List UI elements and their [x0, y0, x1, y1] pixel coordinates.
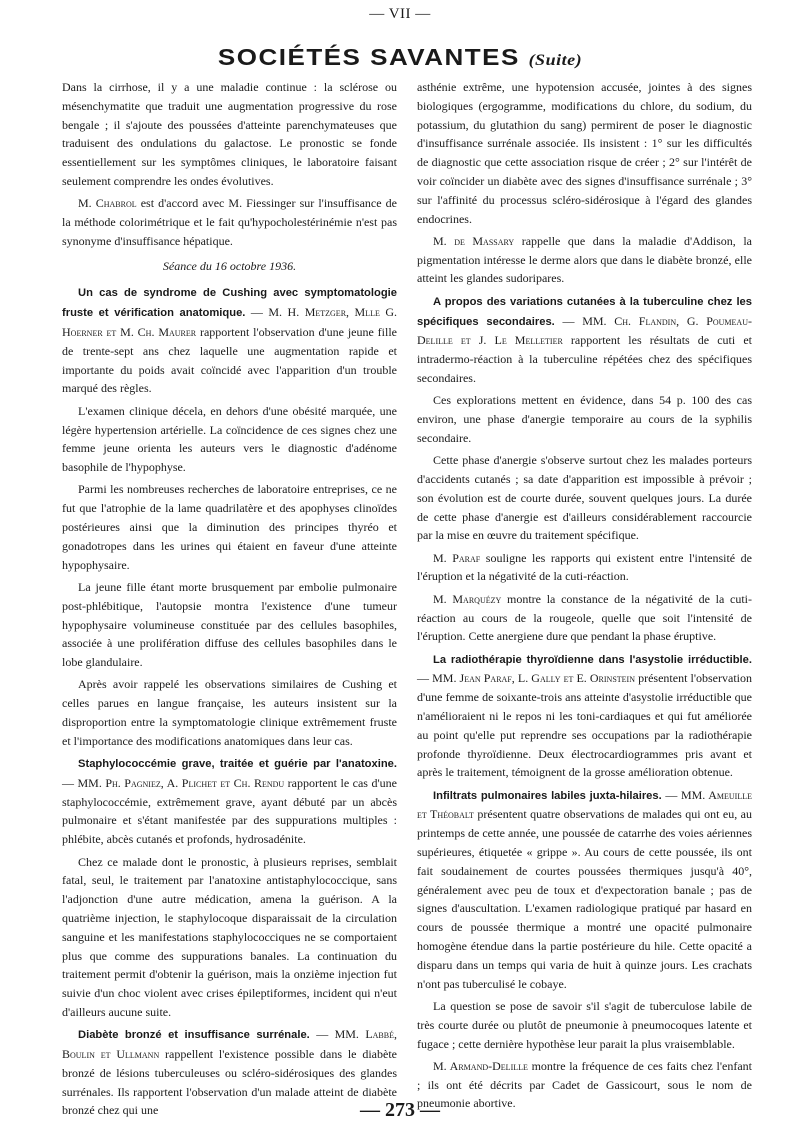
- article-authors: — MM. Ch. Flandin, G. Poumeau-Delille et J. Le Melletier: [417, 313, 752, 348]
- page-title: [0, 43, 800, 71]
- article-text: présentent l'observation d'une femme de soixante-trois ans atteinte d'asystolie irréductible que n'amélioraient ni le repos ni les toni-cardiaques et qui fut améliorée au point qu'elle put reprendre ses occupations par la radiothérapie profonde thyroïdienne. Deux électrocardiogrammes pris avant et après le traitement, témoignent de la grosse amélioration obtenue.: [417, 671, 752, 780]
- article-authors: — MM. Ameuille et Théobalt: [417, 787, 752, 822]
- paragraph-explorations: Ces explorations mettent en évidence, dans 54 p. 100 des cas environ, une phase d'anergie temporaire au cours de la syphilis secondaire.: [417, 393, 752, 445]
- article-text: rapportent le cas d'une staphylococcémie, extrêmement grave, ayant débuté par un abcès pulmonaire et s'étant manifestée par des suppurations multiples : phlébite, abcès cutanés et profonds, hydrosadénite.: [62, 775, 397, 847]
- paragraph-text: rappelle que dans la maladie d'Addison, la pigmentation intéresse le derme alors que dans le diabète bronzé, elle atteint les glandes sudoripares.: [417, 233, 752, 286]
- paragraph-text: souligne les rapports qui existent entre l'intensité de l'éruption et la négativité de la cuti-réaction.: [417, 550, 753, 584]
- article-staphylococcemie: [62, 754, 397, 849]
- article-heading: Infiltrats pulmonaires labiles juxta-hilaires.: [433, 789, 662, 802]
- article-heading: La radiothérapie thyroïdienne dans l'asystolie irréductible.: [433, 653, 752, 666]
- article-text: rappellent l'existence possible dans le diabète bronzé de lésions tuberculeuses ou scléro-sidérosiques des glandes surrénales. Ils rapportent l'observation d'un malade atteint de diabète bronzé chez qui une: [62, 1047, 397, 1118]
- article-authors: — MM. Jean Paraf, L. Gally et E. Orinstein: [417, 671, 635, 686]
- article-cushing: [62, 283, 397, 398]
- paragraph-text: montre la constance de la négativité de la cuti-réaction au cours de la rougeole, quelle que soit l'intensité de l'éruption. Cette anergiene dure que pendant la phase éruptive.: [417, 591, 752, 644]
- article-heading: Diabète bronzé et insuffisance surrénale.: [78, 1029, 310, 1042]
- section-title: SOCIÉTÉS SAVANTES: [217, 43, 520, 71]
- article-heading: Staphylococcémie grave, traitée et guérie par l'anatoxine.: [78, 758, 397, 771]
- speaker-name: M. Marquézy: [433, 591, 502, 606]
- paragraph-phase-anergie: Cette phase d'anergie s'observe surtout chez les malades porteurs d'accidents cutanés ; sa date d'apparition est impossible à prévoir ; son évolution est de courte durée, souvent quelques jours. La durée de cette phase d'anergie est d'ailleurs considérablement raccourcie par la mise en œuvre du traitement spécifique.: [417, 453, 752, 543]
- article-heading: Un cas de syndrome de Cushing avec symptomatologie fruste et vérification anatomique.: [62, 287, 397, 320]
- paragraph-parmi: Parmi les nombreuses recherches de laboratoire entreprises, ce ne fut que l'atrophie de la lame quadrilatère et des apophyses clinoïdes postérieures ainsi que la diminution des principes thyréo et gonadotropes dans les urines qui étaient en faveur d'une atteinte hypophysaire.: [62, 482, 397, 572]
- article-radiotherapie: [417, 650, 752, 783]
- paragraph-cirrhose: Dans la cirrhose, il y a une maladie continue : la sclérose ou mésenchymatite que traduit une augmentation progressive du rose bengale ; il s'ajoute des poussées d'atteinte parenchymateuses que traduisent des ondulations du galactose. Le pronostic se fonde essentiellement sur les symptômes cliniques, le laboratoire faisant seulement comprendre les ondes évolutives.: [62, 80, 397, 188]
- article-infiltrats: [417, 786, 752, 994]
- paragraph-text: est d'accord avec M. Fiessinger sur l'insuffisance de la méthode colorimétrique et le fait qu'hypocholestérinémie n'est pas synonyme d'insuffisance hépatique.: [62, 196, 397, 248]
- article-authors: — M. H. Metzger, Mlle G. Hoerner et M. Ch. Maurer: [62, 305, 397, 340]
- paragraph-examen: L'examen clinique décela, en dehors d'une obésité marquée, une légère hypertension artérielle. La coïncidence de ces signes chez une femme jeune orienta les auteurs vers le diagnostic d'adénome basophile de l'hypophyse.: [62, 403, 397, 475]
- speaker-name: M. de Massary: [433, 233, 515, 248]
- page-roman-numeral: — VII —: [369, 6, 431, 22]
- paragraph-chez-ce-malade: Chez ce malade dont le pronostic, à plusieurs reprises, semblait fatal, seul, le traitement par l'anatoxine antistaphylococcique, sans l'adjonction d'une autre médication, amena la guérison. A la quatrième injection, le staphylocoque disparaissait de la circulation sanguine et les manifestations staphylococciques ne se comportaient plus que comme des suppurations banales. La continuation du traitement permit d'obtenir la guérison, mais la onzième injection fut suivie d'un choc violent avec crises épileptiformes, incident qui n'eut d'ailleurs aucune suite.: [62, 854, 397, 1019]
- page-number: — 273 —: [360, 1099, 440, 1121]
- paragraph-continuation: asthénie extrême, une hypotension accusée, jointes à des signes biologiques (ergogramme, modifications du chlore, du sodium, du potassium, du glutathion du sang) permirent de poser le diagnostic d'insuffisance surrénale associée. Ils insistent : 1° sur les difficultés de diagnostic que cette association risque de créer ; 2° sur l'intérêt de voir coïncider un diabète avec des signes d'insuffisance surrénale ; 3° sur l'affinité du processus scléro-sidérosique à l'égard des glandes endocrines.: [417, 80, 752, 226]
- paragraph-text: montre la fréquence de ces faits chez l'enfant ; ils ont été décrits par Cadet de Gassicourt, sous le nom de pneumonie abortive.: [417, 1058, 752, 1111]
- article-authors: — MM. Labbé, Boulin et Ullmann: [62, 1027, 397, 1062]
- paragraph-paraf: [417, 549, 752, 587]
- article-text: rapportent les résultats de cuti et intradermo-réaction à la tuberculine répétées chez des spécifiques secondaires.: [417, 333, 752, 385]
- speaker-name: M. Chabrol: [78, 196, 137, 211]
- paragraph-question: La question se pose de savoir s'il s'agit de tuberculose labile de très courte durée ou plutôt de pneumonie à pneumocoques latente et fugace ; cette dernière hypothèse leur parait la plus vraisemblable.: [417, 998, 752, 1051]
- article-authors: — MM. Ph. Pagniez, A. Plichet et Ch. Rendu: [62, 775, 285, 790]
- article-text: présentent quatre observations de malades qui ont eu, au printemps de cette année, une poussée de catarrhe des voies aériennes supérieures, étiquetée « grippe ». Au cours de cette poussée, ils ont fait soudainement de courtes poussées thermiques jusqu'à 40°, généralement avec peu de toux et d'expectoration banale ; pas de signes d'auscultation. L'examen radiologique pratiqué par hasard en cours de poussée thermique a montré une opacité pulmonaire homogène étendue dans la partie postérieure du hile. Cette opacité a disparu dans un temps qui varia de huit à quinze jours. Les crachats n'ont pas tuberculisé le cobaye.: [417, 807, 753, 991]
- article-heading: A propos des variations cutanées à la tuberculine chez les spécifiques secondaires.: [417, 295, 752, 328]
- right-column: [417, 78, 752, 1117]
- session-date: Séance du 16 octobre 1936.: [162, 258, 297, 273]
- paragraph-apres: Après avoir rappelé les observations similaires de Cushing et celles parues en langue française, les auteurs insistent sur la disproportion entre la symptomatologie clinique extrêmement fruste et l'importance des modifications anatomiques dans leur cas.: [62, 677, 397, 748]
- paragraph-chabrol: [62, 194, 397, 250]
- left-column: [62, 78, 397, 1124]
- paragraph-marquezy: [417, 590, 752, 646]
- paragraph-massary: [417, 232, 752, 288]
- article-text: rapportent l'observation d'une jeune fille de trente-sept ans chez laquelle une augmentation rapide et importante du poids avait coïncidé avec l'apparition d'un trouble marqué des règles.: [62, 325, 397, 396]
- section-title-suffix: (Suite): [528, 50, 583, 69]
- speaker-name: M. Paraf: [433, 550, 481, 565]
- speaker-name: M. Armand-Delille: [433, 1058, 528, 1073]
- paragraph-jeune-fille: La jeune fille étant morte brusquement par embolie pulmonaire post-phlébitique, l'autopsie montra l'existence d'une tumeur hypophysaire volumineuse constituée par des cellules basophiles, associée à une prolifération diffuse des cellules basophiles dans le lobe glandulaire.: [62, 579, 397, 670]
- article-tuberculine: [417, 292, 752, 388]
